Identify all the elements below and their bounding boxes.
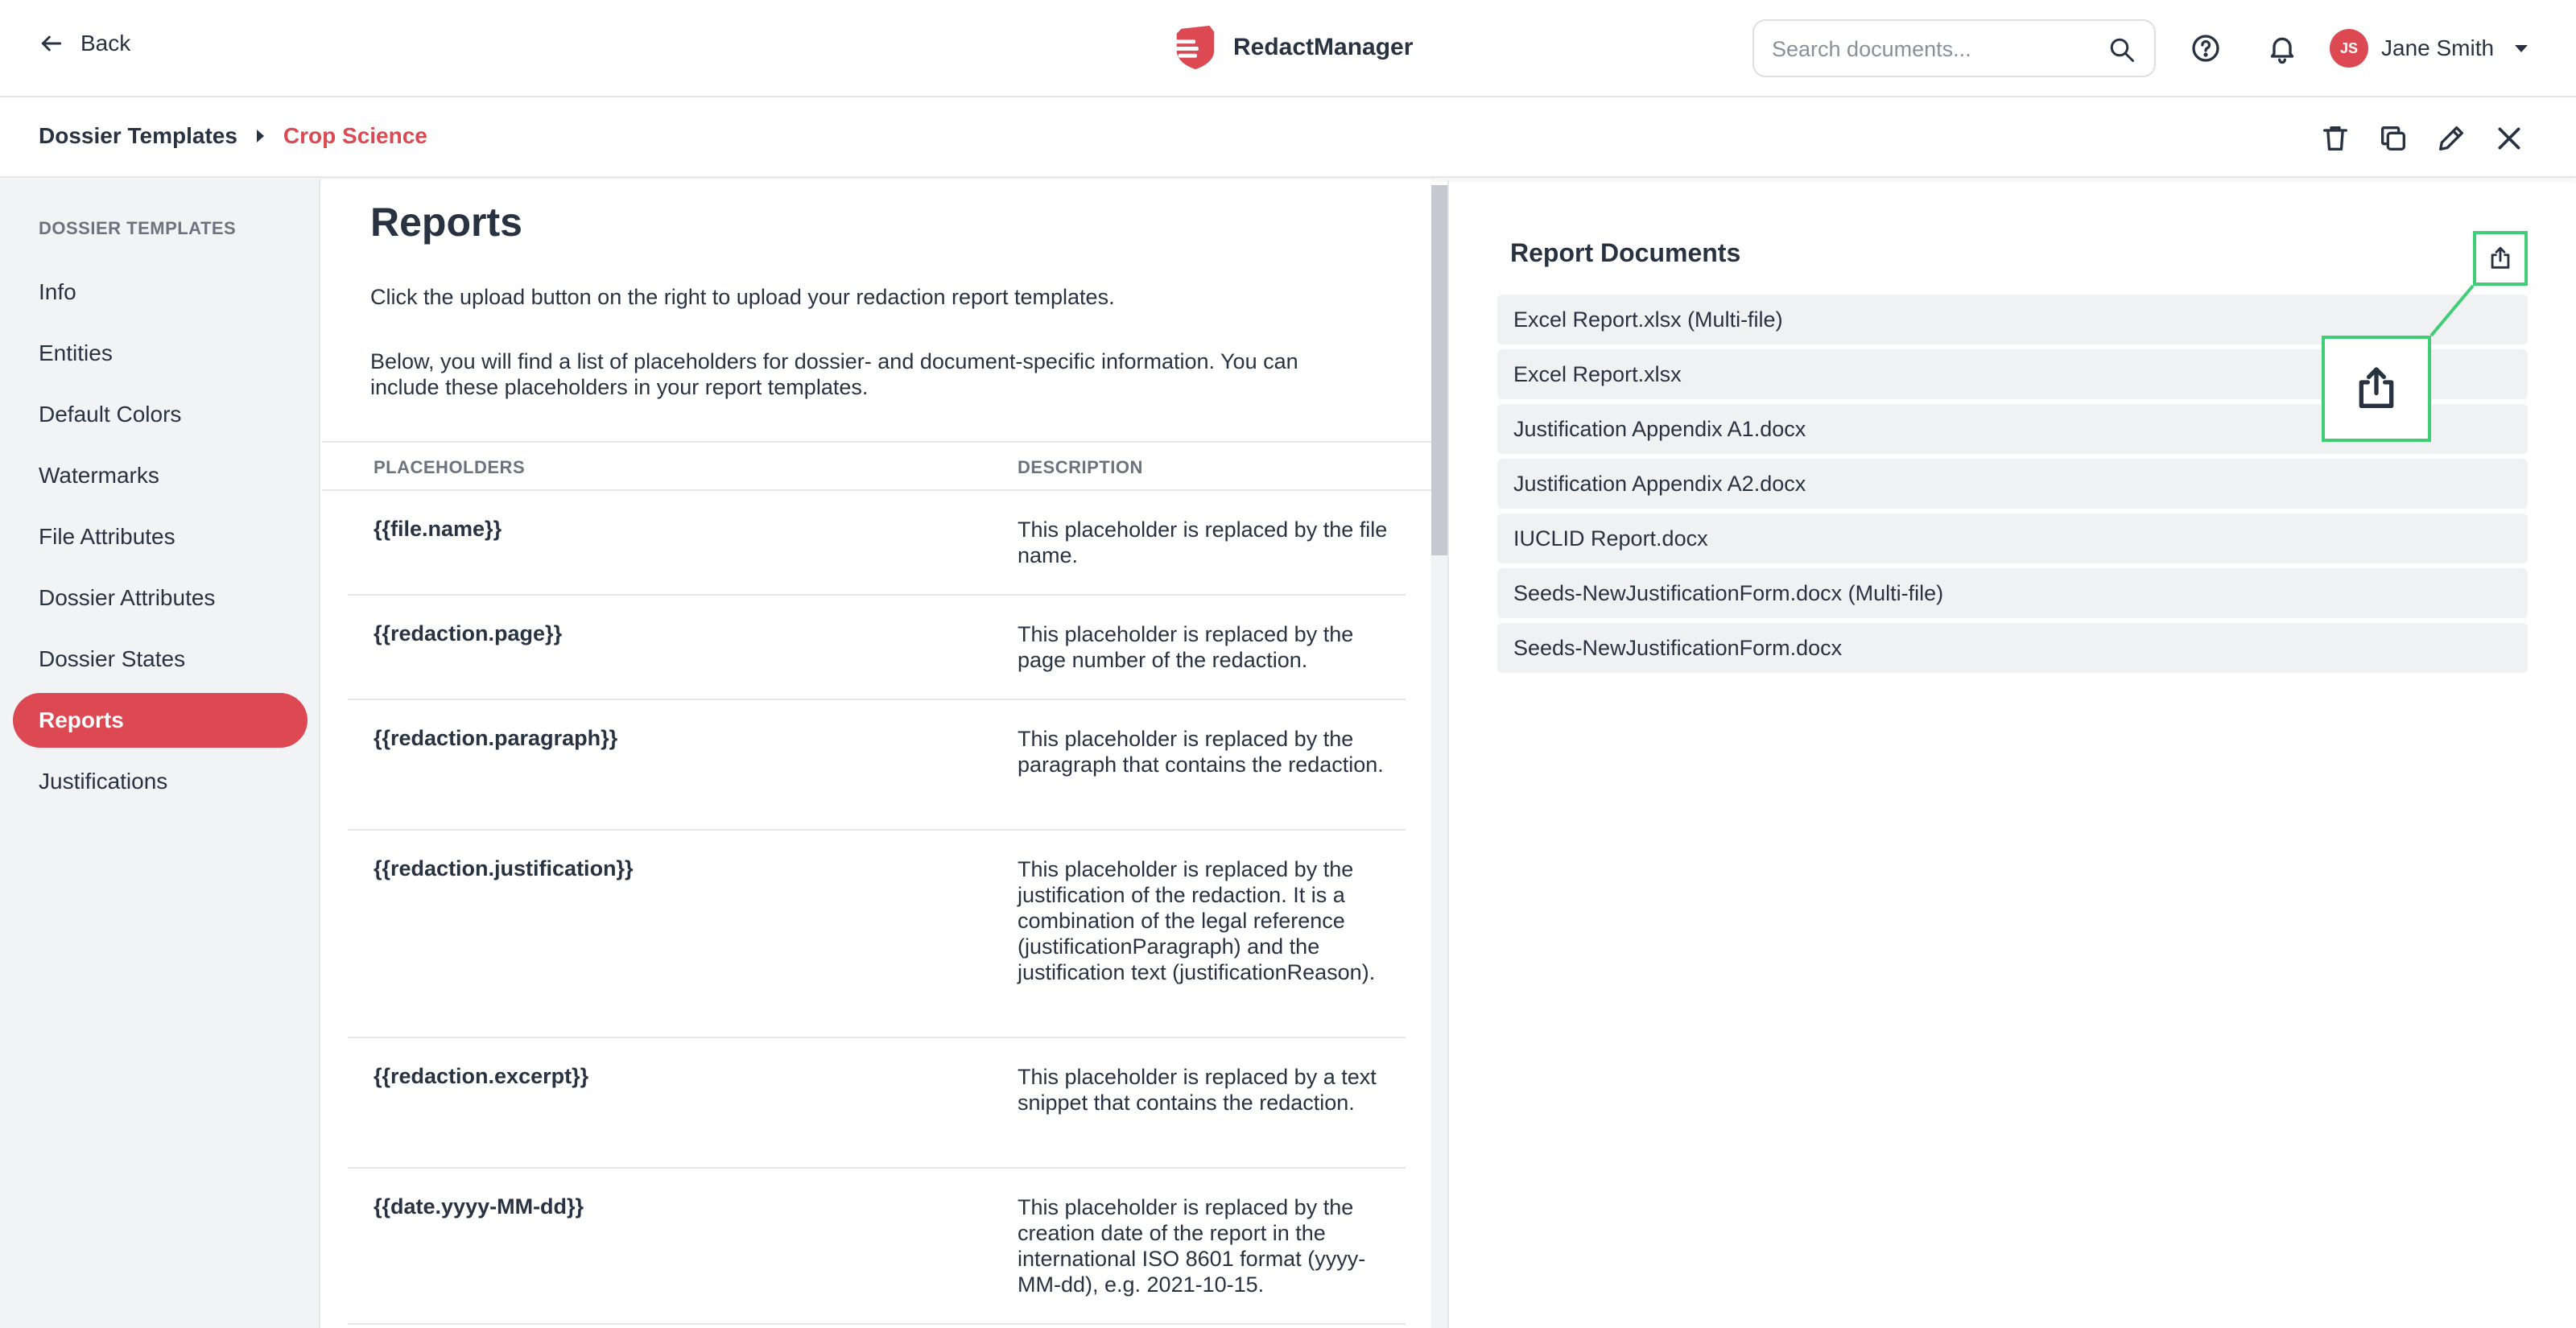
report-document-item[interactable]: Seeds-NewJustificationForm.docx (Multi-file): [1497, 568, 2528, 618]
table-row: [348, 831, 1406, 1038]
reports-content: [322, 179, 1431, 1328]
breadcrumb: [39, 123, 427, 149]
table-row: [348, 491, 1406, 596]
sidebar-item-info[interactable]: Info: [39, 279, 76, 304]
bell-icon[interactable]: [2266, 32, 2298, 64]
table-header: [322, 441, 1431, 491]
placeholder-description: This placeholder is replaced by the justification of the redaction. It is a combination of the legal reference (justificationParagraph) and the justification text (justificationReason).: [1018, 857, 1376, 984]
column-header-placeholders: PLACEHOLDERS: [374, 457, 526, 477]
caret-right-icon: [257, 130, 264, 142]
sidebar-item-justifications[interactable]: Justifications: [39, 769, 168, 794]
breadcrumb-bar: [0, 97, 2576, 178]
report-document-item[interactable]: IUCLID Report.docx: [1497, 513, 2528, 563]
placeholder-name: {{file.name}}: [374, 517, 502, 541]
placeholder-name: {{redaction.excerpt}}: [374, 1064, 589, 1088]
avatar: JS: [2330, 29, 2368, 68]
back-label: Back: [80, 31, 131, 56]
sidebar: [0, 179, 320, 1328]
upload-icon: [2487, 245, 2514, 272]
sidebar-item-reports[interactable]: Reports: [13, 693, 308, 748]
copy-icon[interactable]: [2377, 122, 2409, 155]
upload-button[interactable]: [2473, 231, 2528, 286]
app-name: RedactManager: [1233, 34, 1414, 60]
top-bar: [0, 0, 2576, 97]
placeholder-description: This placeholder is replaced by the paragraph that contains the redaction.: [1018, 727, 1384, 777]
table-row: [348, 1169, 1406, 1325]
search-input[interactable]: [1772, 34, 2094, 64]
sidebar-title: DOSSIER TEMPLATES: [39, 218, 237, 238]
panel-divider: [1447, 179, 1449, 1328]
user-name: Jane Smith: [2381, 35, 2495, 60]
page-title: Reports: [370, 200, 522, 245]
report-document-item[interactable]: Seeds-NewJustificationForm.docx: [1497, 623, 2528, 673]
search-box[interactable]: [1752, 19, 2156, 77]
arrow-left-icon: [39, 31, 64, 56]
close-icon[interactable]: [2493, 122, 2525, 155]
app-logo[interactable]: [1170, 23, 1413, 72]
table-row: [348, 700, 1406, 831]
placeholder-name: {{date.yyyy-MM-dd}}: [374, 1194, 584, 1219]
redact-shield-icon: [1170, 23, 1220, 72]
search-icon[interactable]: [2107, 35, 2136, 64]
help-circle-icon[interactable]: [2190, 32, 2222, 64]
placeholder-description: This placeholder is replaced by the page number of the redaction.: [1018, 622, 1354, 672]
upload-icon: [2351, 363, 2402, 414]
back-button[interactable]: [39, 31, 130, 56]
sidebar-item-entities[interactable]: Entities: [39, 340, 113, 365]
table-row: [348, 596, 1406, 700]
sidebar-item-dossier-attributes[interactable]: Dossier Attributes: [39, 585, 216, 610]
sidebar-item-dossier-states[interactable]: Dossier States: [39, 646, 186, 671]
sidebar-item-default-colors[interactable]: Default Colors: [39, 402, 182, 427]
report-document-item[interactable]: Justification Appendix A2.docx: [1497, 459, 2528, 509]
placeholder-description: This placeholder is replaced by the creation date of the report in the international ISO 8601 format (yyyy-MM-dd), e.g. 2021-10-15.: [1018, 1195, 1366, 1297]
scrollbar-thumb[interactable]: [1431, 185, 1447, 555]
chevron-down-icon: [2515, 45, 2528, 52]
sidebar-item-file-attributes[interactable]: File Attributes: [39, 524, 175, 549]
intro-placeholders-text: Below, you will find a list of placeholders for dossier- and document-specific information. You can include these placeholders in your report templates.: [370, 349, 1298, 399]
report-document-item[interactable]: Excel Report.xlsx (Multi-file): [1497, 295, 2528, 344]
pencil-icon[interactable]: [2435, 122, 2467, 155]
sidebar-item-watermarks[interactable]: Watermarks: [39, 463, 159, 488]
placeholder-description: This placeholder is replaced by a text snippet that contains the redaction.: [1018, 1065, 1377, 1115]
trash-icon[interactable]: [2319, 122, 2351, 155]
placeholder-name: {{redaction.justification}}: [374, 856, 634, 881]
placeholder-name: {{redaction.page}}: [374, 621, 563, 645]
content-scrollbar[interactable]: [1431, 185, 1447, 1328]
column-header-description: DESCRIPTION: [1018, 457, 1143, 477]
breadcrumb-root[interactable]: Dossier Templates: [39, 123, 237, 148]
placeholder-description: This placeholder is replaced by the file name.: [1018, 518, 1388, 567]
upload-zoom-callout: [2322, 336, 2431, 442]
report-document-item[interactable]: Excel Report.xlsx: [1497, 349, 2528, 399]
intro-upload-text: Click the upload button on the right to upload your redaction report templates.: [370, 285, 1115, 309]
report-document-item[interactable]: Justification Appendix A1.docx: [1497, 404, 2528, 454]
table-row: [348, 1038, 1406, 1169]
report-documents-title: Report Documents: [1510, 238, 1741, 267]
user-menu[interactable]: [2330, 29, 2528, 68]
placeholder-name: {{redaction.paragraph}}: [374, 726, 618, 750]
breadcrumb-current[interactable]: Crop Science: [283, 123, 427, 148]
